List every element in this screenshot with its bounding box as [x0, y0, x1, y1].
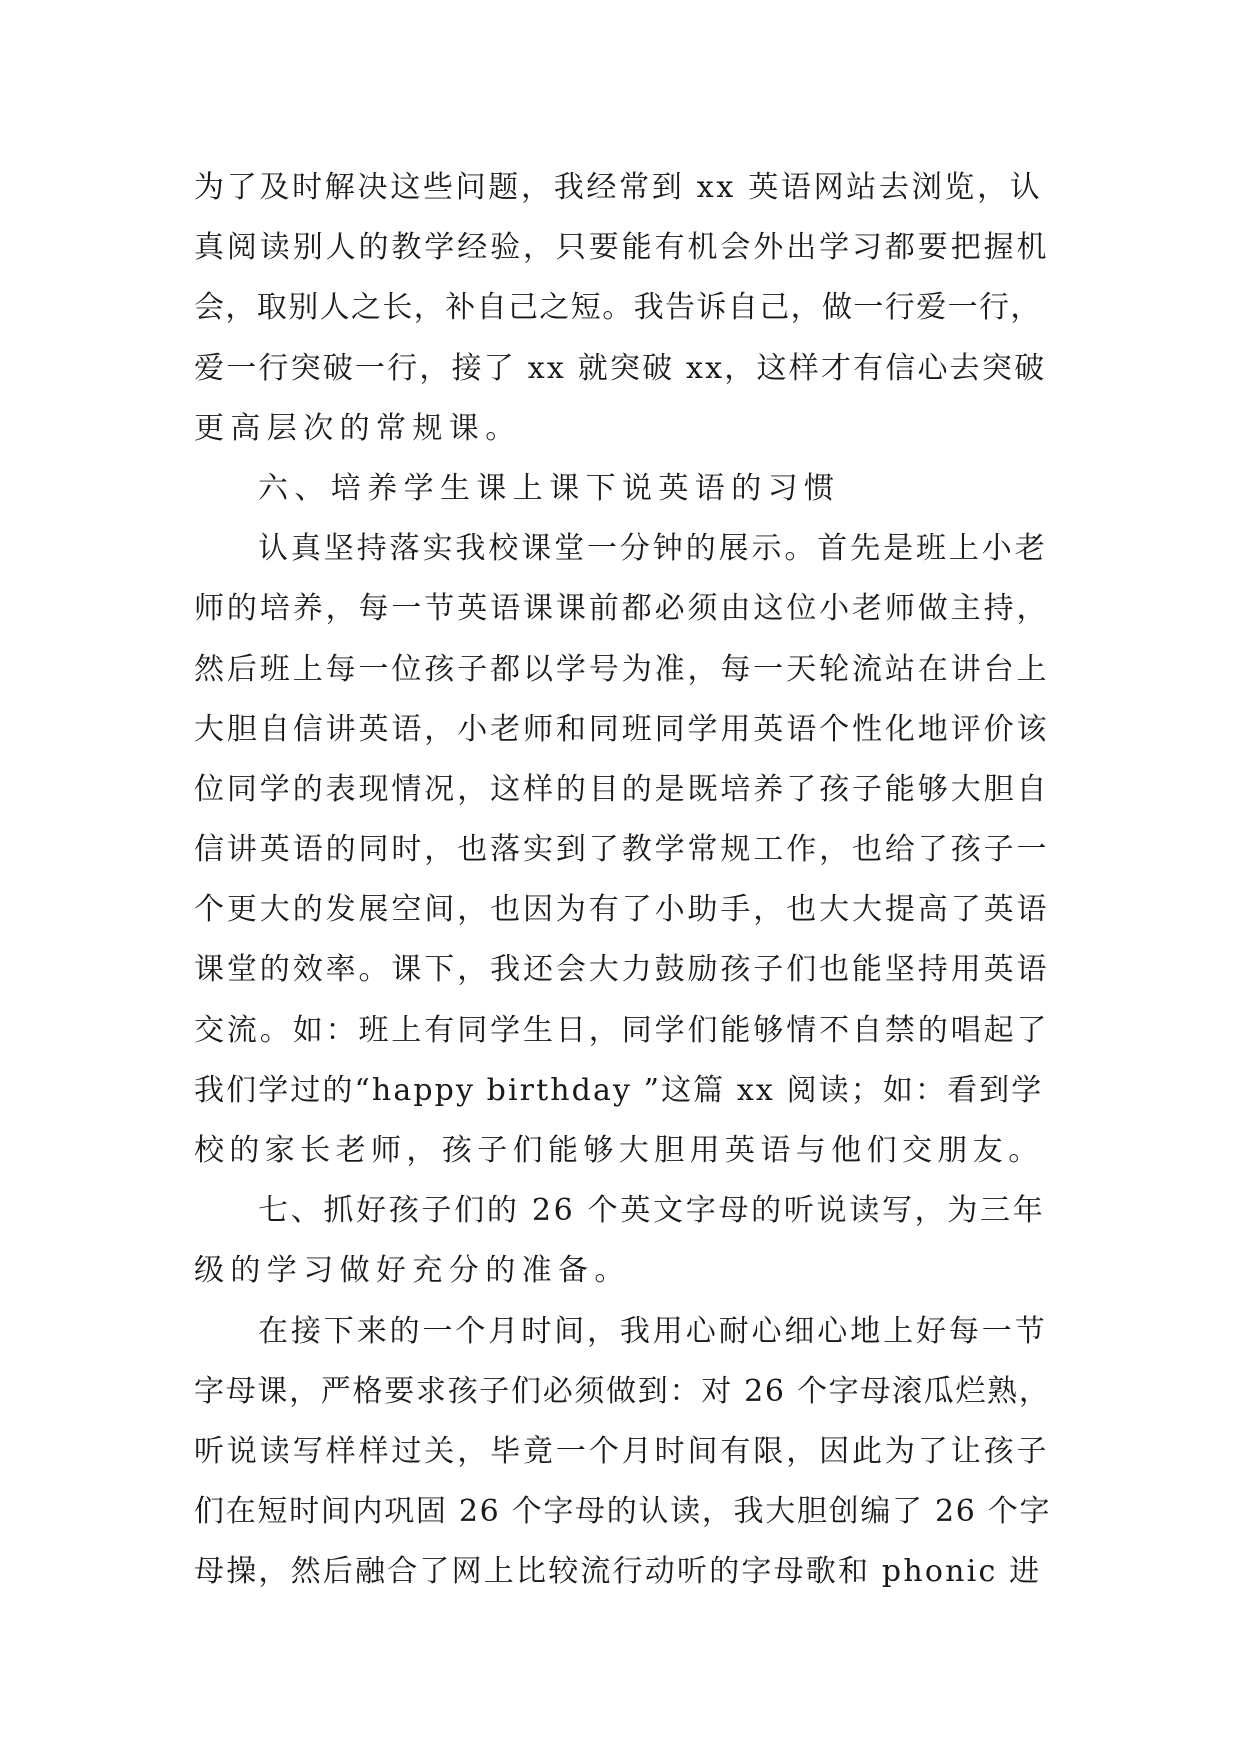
text-line: 认真坚持落实我校课堂一分钟的展示。首先是班上小老 [258, 531, 1048, 567]
text-line: 信讲英语的同时，也落实到了教学常规工作，也给了孩子一 [194, 832, 1050, 868]
text-line: 校的家长老师，孩子们能够大胆用英语与他们交朋友。 [194, 1133, 1044, 1168]
text-line: 然后班上每一位孩子都以学号为准，每一天轮流站在讲台上 [194, 651, 1050, 687]
text-line: 课堂的效率。课下，我还会大力鼓励孩子们也能坚持用英语 [194, 952, 1050, 988]
text-line: 大胆自信讲英语，小老师和同班同学用英语个性化地评价该 [194, 711, 1050, 747]
text-line: 师的培养，每一节英语课课前都必须由这位小老师做主持， [194, 591, 1050, 627]
text-line: 真阅读别人的教学经验，只要能有机会外出学习都要把握机 [194, 230, 1050, 266]
text-line: 更高层次的常规课。 [194, 410, 522, 446]
text-line: 在接下来的一个月时间，我用心耐心细心地上好每一节 [258, 1313, 1048, 1349]
section-heading: 七、抓好孩子们的 26 个英文字母的听说读写，为三年 [258, 1193, 1046, 1229]
text-line: 字母课，严格要求孩子们必须做到：对 26 个字母滚瓜烂熟， [194, 1373, 1051, 1409]
text-line: 听说读写样样过关，毕竟一个月时间有限，因此为了让孩子 [194, 1433, 1050, 1469]
text-line: 级的学习做好充分的准备。 [194, 1253, 631, 1289]
text-line: 个更大的发展空间，也因为有了小助手，也大大提高了英语 [194, 892, 1050, 928]
section-heading: 六、培养学生课上课下说英语的习惯 [258, 470, 841, 506]
body-text [194, 158, 1054, 1603]
text-line: 们在短时间内巩固 26 个字母的认读，我大胆创编了 26 个字 [194, 1494, 1052, 1530]
text-line: 爱一行突破一行，接了 xx 就突破 xx，这样才有信心去突破 [194, 350, 1047, 386]
text-line: 位同学的表现情况，这样的目的是既培养了孩子能够大胆自 [194, 771, 1050, 807]
text-line: 交流。如：班上有同学生日，同学们能够情不自禁的唱起了 [194, 1012, 1050, 1048]
text-line: 我们学过的“happy birthday ”这篇 xx 阅读；如：看到学 [194, 1072, 1044, 1108]
text-line: 会，取别人之长，补自己之短。我告诉自己，做一行爱一行， [194, 290, 1042, 326]
text-line: 母操，然后融合了网上比较流行动听的字母歌和 phonic 进 [194, 1554, 1042, 1590]
text-line: 为了及时解决这些问题，我经常到 xx 英语网站去浏览，认 [194, 170, 1043, 205]
